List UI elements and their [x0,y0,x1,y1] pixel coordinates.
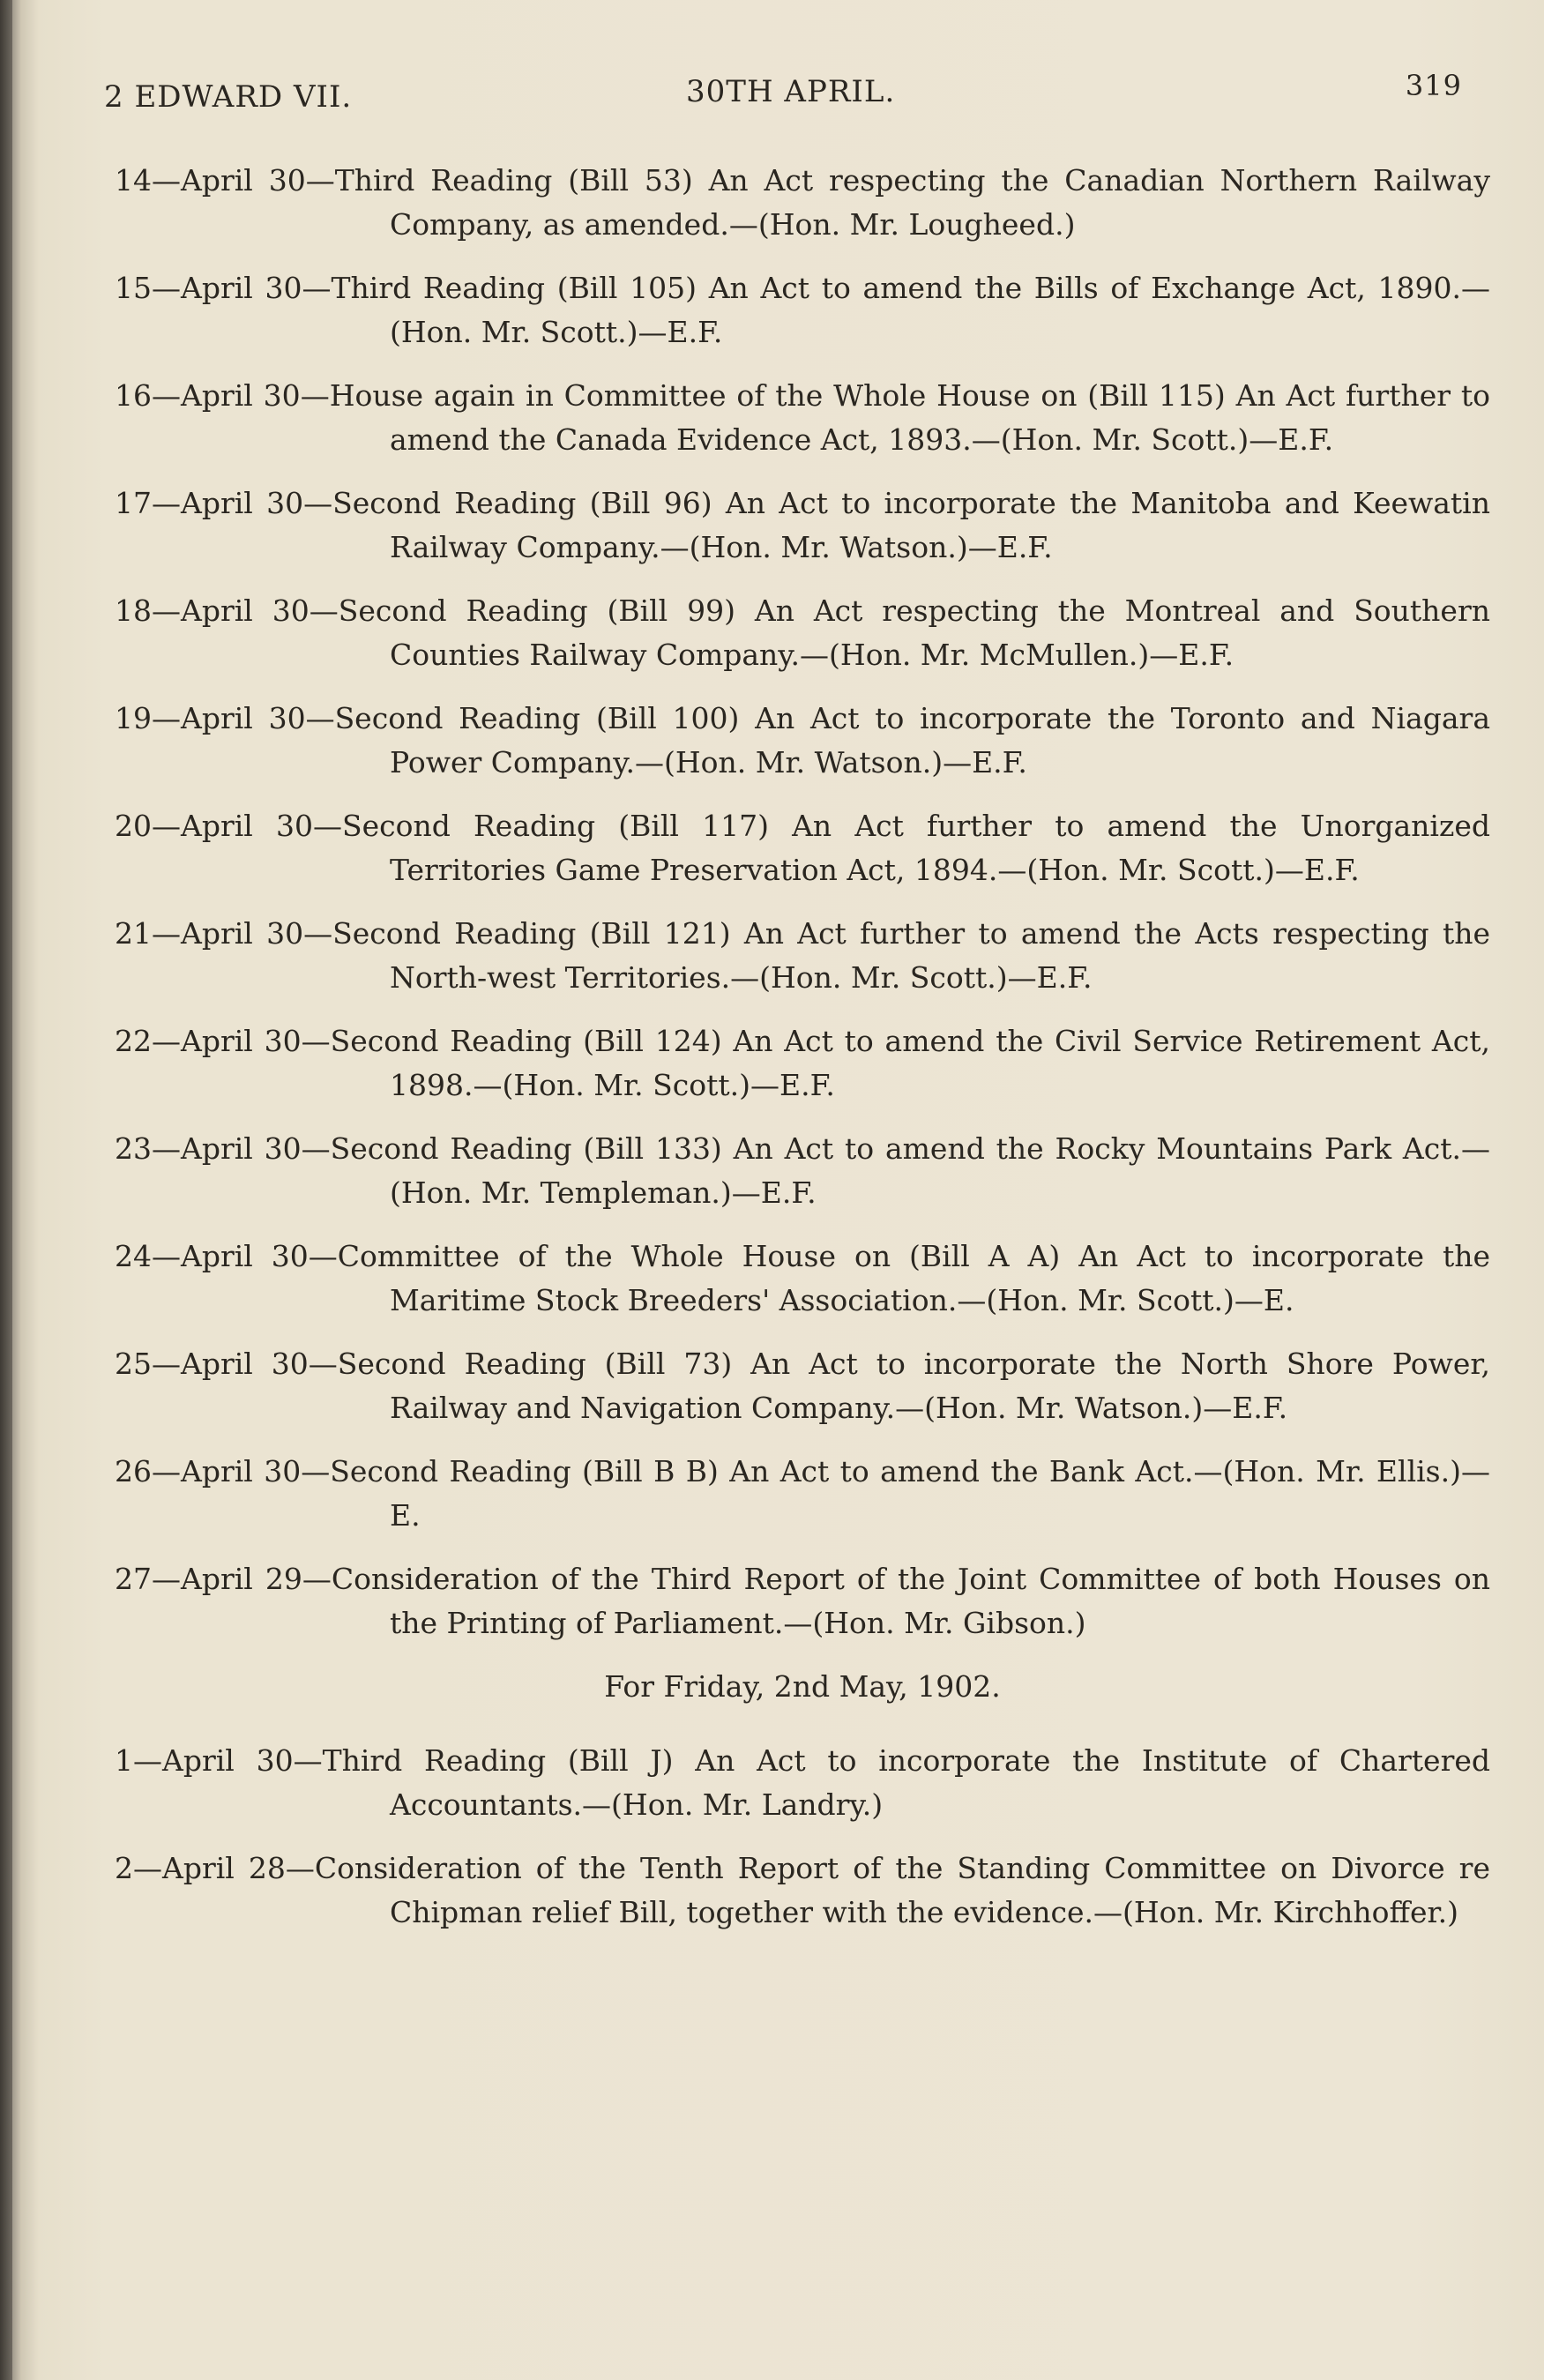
entry-date: April 30 [181,593,310,628]
list-item: 26—April 30—Second Reading (Bill B B) An Act to amend the Bank Act.—(Hon. Mr. Ellis.)—E. [115,1454,1490,1533]
order-entries [115,159,1490,1954]
header-date: 30TH APRIL. [686,74,896,109]
entry-date: April 29 [181,1562,302,1596]
entry-date: April 30 [181,1239,309,1273]
entry-date: April 30 [181,1024,302,1058]
entry-text: Second Reading (Bill 121) An Act further to amend the Acts respecting the North-west Territories.—(Hon. Mr. Scott.)—E.F. [332,916,1491,995]
entry-number: 26 [115,1454,152,1488]
entry-text: Second Reading (Bill 99) An Act respecting the Montreal and Southern Counties Railway Company.—(Hon. Mr. McMullen.)—E.F. [338,593,1490,672]
entry-number: 16 [115,378,152,413]
list-item: 15—April 30—Third Reading (Bill 105) An Act to amend the Bills of Exchange Act, 1890.—(Hon. Mr. Scott.)—E.F. [115,271,1490,349]
entry-text: Third Reading (Bill 105) An Act to amend the Bills of Exchange Act, 1890.—(Hon. Mr. Scott.)—E.F. [331,271,1490,349]
entry-text: Committee of the Whole House on (Bill A A) An Act to incorporate the Maritime Stock Breeders' Association.—(Hon. Mr. Scott.)—E. [337,1239,1490,1317]
list-item: 25—April 30—Second Reading (Bill 73) An Act to incorporate the North Shore Power, Railway and Navigation Company.—(Hon. Mr. Watson.)—E.F. [115,1347,1490,1425]
entry-date: April 30 [181,809,313,843]
entry-text: Third Reading (Bill J) An Act to incorporate the Institute of Chartered Accountants.—(Hon. Mr. Landry.) [322,1743,1490,1822]
entry-date: April 30 [181,916,304,951]
entry-number: 21 [115,916,152,951]
entry-date: April 30 [181,271,302,305]
list-item: 21—April 30—Second Reading (Bill 121) An Act further to amend the Acts respecting the North-west Territories.—(Hon. Mr. Scott.)—E.F. [115,916,1491,995]
section-heading: For Friday, 2nd May, 1902. [604,1669,1001,1704]
list-item: 22—April 30—Second Reading (Bill 124) An Act to amend the Civil Service Retirement Act, 1898.—(Hon. Mr. Scott.)—E.F. [115,1024,1490,1102]
entry-number: 18 [115,593,152,628]
entry-date: April 30 [181,701,306,735]
entry-number: 17 [115,486,152,520]
list-item: 17—April 30—Second Reading (Bill 96) An Act to incorporate the Manitoba and Keewatin Railway Company.—(Hon. Mr. Watson.)—E.F. [115,486,1490,564]
entry-number: 27 [115,1562,152,1596]
entry-text: Second Reading (Bill 96) An Act to incorporate the Manitoba and Keewatin Railway Company.—(Hon. Mr. Watson.)—E.F. [332,486,1490,564]
entry-text: Consideration of the Third Report of the Joint Committee of both Houses on the Printing of Parliament.—(Hon. Mr. Gibson.) [331,1562,1490,1640]
entry-number: 15 [115,271,152,305]
list-item: 27—April 29—Consideration of the Third Report of the Joint Committee of both Houses on the Printing of Parliament.—(Hon. Mr. Gibson.) [115,1562,1490,1640]
entry-date: April 30 [181,486,304,520]
entry-text: Third Reading (Bill 53) An Act respecting the Canadian Northern Railway Company, as amended.—(Hon. Mr. Lougheed.) [334,163,1490,242]
header-reign: 2 EDWARD VII. [104,79,353,115]
list-item: 20—April 30—Second Reading (Bill 117) An Act further to amend the Unorganized Territories Game Preservation Act, 1894.—(Hon. Mr. Scott.)—E.F. [115,809,1490,887]
page-header [104,69,1462,122]
list-item: 1—April 30—Third Reading (Bill J) An Act to incorporate the Institute of Chartered Accountants.—(Hon. Mr. Landry.) [115,1743,1490,1822]
book-spine-shadow [0,0,12,2380]
entry-text: Consideration of the Tenth Report of the Standing Committee on Divorce re Chipman relief Bill, together with the evidence.—(Hon. Mr. Kirchhoffer.) [314,1851,1490,1929]
entry-date: April 30 [181,163,306,198]
entry-text: Second Reading (Bill 133) An Act to amend the Rocky Mountains Park Act.—(Hon. Mr. Templeman.)—E.F. [330,1131,1490,1210]
page-number: 319 [1405,69,1462,102]
entry-number: 22 [115,1024,152,1058]
entry-text: Second Reading (Bill B B) An Act to amend the Bank Act.—(Hon. Mr. Ellis.)—E. [330,1454,1490,1533]
list-item: 23—April 30—Second Reading (Bill 133) An Act to amend the Rocky Mountains Park Act.—(Hon. Mr. Templeman.)—E.F. [115,1131,1490,1210]
entry-number: 24 [115,1239,152,1273]
list-item: 2—April 28—Consideration of the Tenth Report of the Standing Committee on Divorce re Chipman relief Bill, together with the evidence.—(Hon. Mr. Kirchhoffer.) [115,1851,1490,1929]
entry-date: April 30 [181,1131,302,1166]
entry-text: Second Reading (Bill 73) An Act to incorporate the North Shore Power, Railway and Navigation Company.—(Hon. Mr. Watson.)—E.F. [337,1347,1490,1425]
entry-number: 1 [115,1743,133,1778]
list-item: 19—April 30—Second Reading (Bill 100) An Act to incorporate the Toronto and Niagara Power Company.—(Hon. Mr. Watson.)—E.F. [115,701,1491,780]
entry-date: April 30 [162,1743,294,1778]
entry-text: Second Reading (Bill 124) An Act to amend the Civil Service Retirement Act, 1898.—(Hon. Mr. Scott.)—E.F. [330,1024,1490,1102]
list-item: 24—April 30—Committee of the Whole House on (Bill A A) An Act to incorporate the Maritime Stock Breeders' Association.—(Hon. Mr. Scott.)—E. [115,1239,1490,1317]
entry-date: April 30 [181,1454,302,1488]
list-item: 14—April 30—Third Reading (Bill 53) An Act respecting the Canadian Northern Railway Company, as amended.—(Hon. Mr. Lougheed.) [115,163,1490,242]
entry-number: 2 [115,1851,133,1885]
list-item: 16—April 30—House again in Committee of the Whole House on (Bill 115) An Act further to amend the Canada Evidence Act, 1893.—(Hon. Mr. Scott.)—E.F. [115,378,1490,457]
entry-text: Second Reading (Bill 117) An Act further to amend the Unorganized Territories Game Preservation Act, 1894.—(Hon. Mr. Scott.)—E.F. [341,809,1490,887]
entry-number: 19 [115,701,152,735]
list-item: 18—April 30—Second Reading (Bill 99) An Act respecting the Montreal and Southern Counties Railway Company.—(Hon. Mr. McMullen.)—E.F. [115,593,1490,672]
entry-number: 25 [115,1347,152,1381]
entry-date: April 28 [162,1851,286,1885]
entry-date: April 30 [181,378,301,413]
entry-number: 14 [115,163,152,198]
entry-date: April 30 [181,1347,309,1381]
entry-number: 23 [115,1131,152,1166]
entry-number: 20 [115,809,152,843]
entry-text: House again in Committee of the Whole House on (Bill 115) An Act further to amend the Canada Evidence Act, 1893.—(Hon. Mr. Scott.)—E.F. [329,378,1490,457]
entry-text: Second Reading (Bill 100) An Act to incorporate the Toronto and Niagara Power Company.—(Hon. Mr. Watson.)—E.F. [334,701,1491,780]
